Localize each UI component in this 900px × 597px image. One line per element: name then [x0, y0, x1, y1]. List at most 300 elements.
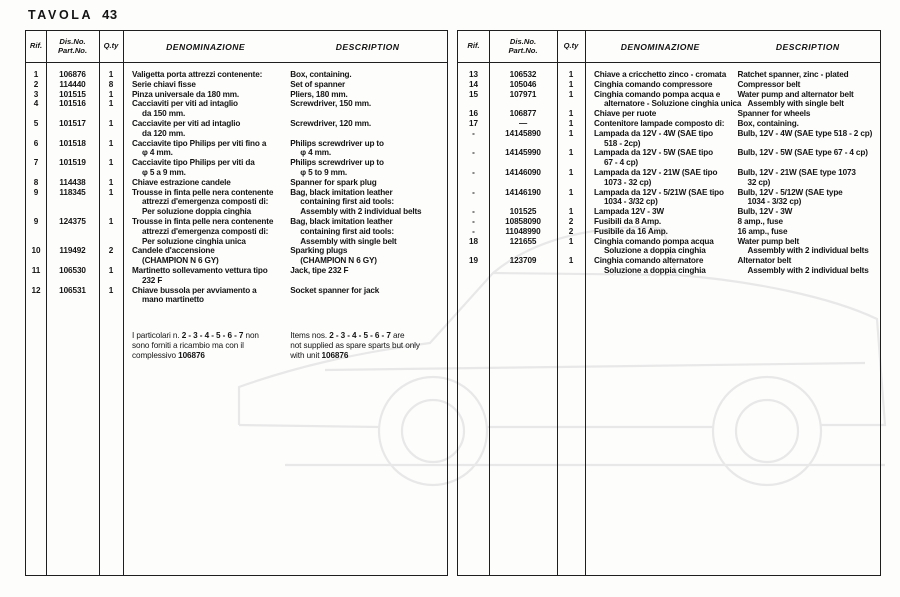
text-line: mano martinetto [142, 295, 204, 305]
text-line: Box, containing. [290, 70, 352, 79]
cell-denominazione [123, 119, 288, 139]
text-line: Per soluzione doppia cinghia [142, 207, 252, 217]
cell-content [123, 119, 447, 139]
cell-description [288, 158, 447, 178]
cell-rif: 2 [33, 79, 39, 89]
text-line: Assembly with 2 individual belts [747, 265, 869, 275]
table-row [458, 217, 880, 227]
cell-part-no: 106530 [59, 265, 86, 275]
cell-denominazione [585, 89, 742, 110]
cell-part-no: 11048990 [505, 226, 541, 236]
cell-content [123, 266, 447, 286]
cell-content [585, 80, 880, 90]
text-line: Bulb, 12V - 5W (SAE type 67 - 4 cp) [737, 148, 868, 158]
header-description: DESCRIPTION [775, 41, 840, 52]
table-row [26, 80, 447, 90]
cell-description [735, 256, 880, 276]
text-line: 1034 - 3/32 cp) [747, 197, 802, 207]
text-line: containing first aid tools: [300, 197, 394, 207]
table-row [458, 168, 880, 188]
cell-denominazione [585, 109, 735, 119]
cell-qty: 1 [108, 89, 114, 99]
text-line: φ 5 to 9 mm. [300, 167, 348, 177]
cell-content [123, 70, 447, 80]
text-line: Chiave per ruote [594, 109, 657, 119]
cell-content [123, 178, 447, 188]
cell-description [735, 90, 880, 110]
cell-description [735, 119, 880, 129]
cell-description [288, 80, 447, 90]
text-line: 32 cp) [747, 177, 771, 187]
cell-qty: 8 [108, 79, 114, 89]
text-line: Cinghia comando pompa acqua e [594, 89, 721, 99]
text-line: 16 amp., fuse [737, 226, 788, 236]
text-line: φ 4 mm. [142, 148, 173, 158]
cell-denominazione [123, 70, 288, 80]
cell-part-no: 114440 [59, 79, 86, 89]
cell-description [735, 207, 880, 217]
cell-denominazione [123, 246, 288, 266]
cell-rif: - [472, 216, 475, 226]
text-line: Pliers, 180 mm. [290, 89, 348, 99]
text-line: Fusibile da 16 Amp. [594, 226, 668, 236]
cell-part-no: 101516 [59, 99, 86, 109]
table-row [458, 129, 880, 149]
text-line: Martinetto sollevamento vettura tipo [132, 265, 268, 275]
text-line: da 120 mm. [142, 128, 186, 138]
text-line: 518 - 2cp) [604, 138, 641, 148]
cell-content [585, 188, 880, 208]
cell-qty: 1 [108, 285, 114, 295]
text-line: Lampada da 12V - 4W (SAE tipo [594, 128, 713, 138]
text-line: Assembly with single belt [747, 99, 844, 109]
text-line: 1073 - 32 cp) [604, 177, 652, 187]
cell-qty: 1 [568, 128, 574, 138]
text-line: φ 5 a 9 mm. [142, 167, 186, 177]
cell-content [123, 99, 447, 119]
cell-description [288, 178, 447, 188]
cell-qty: 1 [108, 118, 114, 128]
cell-denominazione [123, 139, 288, 159]
table-row [26, 158, 447, 178]
cell-content [123, 158, 447, 178]
table-row [26, 266, 447, 286]
text-line: Trousse in finta pelle nera contenente [132, 187, 274, 197]
cell-denominazione [123, 286, 288, 306]
cell-content [585, 70, 880, 80]
table-row [458, 80, 880, 90]
text-line: Cinghia comando alternatore [594, 256, 704, 266]
cell-content [585, 119, 880, 129]
cell-rif: 3 [33, 89, 39, 99]
text-line: 8 amp., fuse [737, 216, 783, 226]
table-row [26, 70, 447, 80]
cell-rif: 7 [33, 158, 39, 168]
cell-part-no: 101515 [59, 89, 86, 99]
cell-denominazione [585, 70, 735, 80]
cell-part-no: 119492 [59, 246, 86, 256]
cell-part-no: 118345 [59, 187, 86, 197]
text-line: Bag, black imitation leather [290, 216, 393, 226]
cell-content [123, 80, 447, 90]
text-line: Trousse in finta pelle nera contenente [132, 216, 274, 226]
cell-rif: 17 [469, 118, 478, 128]
cell-qty: 1 [568, 89, 574, 99]
note-english: Items nos. 2 - 3 - 4 - 5 - 6 - 7 are not supplied as spare sparts but only with unit 106876 [290, 331, 420, 360]
cell-description [288, 139, 447, 159]
text-line: Cacciavite tipo Philips per viti da [132, 158, 255, 168]
cell-description [288, 70, 447, 80]
cell-rif: 14 [469, 79, 478, 89]
table-row [26, 99, 447, 119]
cell-rif: 12 [31, 285, 41, 295]
cell-content [585, 227, 880, 237]
cell-part-no: 14145990 [505, 148, 541, 158]
text-line: da 150 mm. [142, 109, 186, 119]
cell-content [123, 90, 447, 100]
cell-part-no: 10858090 [505, 216, 541, 226]
cell-qty: 1 [568, 256, 574, 266]
column-divider [489, 31, 490, 575]
cell-content [585, 207, 880, 217]
cell-rif: 9 [33, 216, 39, 226]
table-row [26, 178, 447, 188]
cell-qty: 1 [568, 167, 574, 177]
cell-rif: - [472, 128, 475, 138]
header-qty: Q.ty [103, 41, 119, 51]
cell-description [735, 148, 880, 158]
cell-content [123, 246, 447, 266]
header-part-no: Dis.No. Part.No. [57, 36, 88, 55]
cell-qty: 1 [108, 70, 114, 79]
cell-content [585, 90, 880, 110]
text-line: containing first aid tools: [300, 226, 394, 236]
header-rif: Rif. [29, 41, 43, 51]
text-line: Lampada da 12V - 5/21W (SAE tipo [594, 187, 724, 197]
cell-description [735, 109, 880, 119]
text-line: attrezzi d'emergenza composti di: [142, 226, 269, 236]
text-line: Valigetta porta attrezzi contenente: [132, 70, 263, 79]
cell-qty: 1 [108, 187, 114, 197]
cell-denominazione [585, 256, 735, 276]
text-line: (CHAMPION N 6 GY) [142, 256, 219, 266]
cell-content [585, 168, 880, 188]
text-line: Candele d'accensione [132, 246, 215, 256]
cell-denominazione [123, 178, 288, 188]
text-line: Cinghia comando pompa acqua [594, 236, 714, 246]
table-body [26, 63, 447, 361]
cell-part-no: 106532 [509, 70, 537, 79]
cell-qty: 1 [108, 177, 114, 187]
note-italian: I particolari n. 2 - 3 - 4 - 5 - 6 - 7 non sono forniti a ricambio ma con il complessivo 106876 [132, 331, 259, 360]
cell-qty: 1 [568, 148, 574, 158]
text-line: Ratchet spanner, zinc - plated [737, 70, 849, 79]
text-line: Alternator belt [737, 256, 792, 266]
text-line: Set of spanner [290, 79, 346, 89]
text-line: φ 4 mm. [300, 148, 331, 158]
text-line: Socket spanner for jack [290, 285, 380, 295]
table-row [458, 188, 880, 208]
column-divider [557, 31, 558, 575]
table-row [458, 109, 880, 119]
text-line: Cacciavite tipo Philips per viti fino a [132, 138, 267, 148]
parts-table-right [457, 30, 881, 576]
text-line: Box, containing. [737, 118, 799, 128]
cell-part-no: 101519 [59, 158, 86, 168]
text-line: Spanner for spark plug [290, 177, 377, 187]
table-row [458, 70, 880, 80]
cell-rif: 1 [33, 70, 39, 79]
cell-content [585, 148, 880, 168]
cell-part-no: 101518 [59, 138, 86, 148]
cell-denominazione [123, 158, 288, 178]
cell-qty: 2 [108, 246, 114, 256]
cell-qty: 1 [108, 99, 114, 109]
cell-part-no: 107971 [509, 89, 537, 99]
text-line: Bulb, 12V - 21W (SAE type 1073 [737, 167, 856, 177]
cell-denominazione [585, 129, 735, 149]
text-line: Water pump belt [737, 236, 800, 246]
text-line: Assembly with 2 individual belts [300, 207, 422, 217]
table-row [26, 188, 447, 217]
page-title-text: TAVOLA [28, 8, 94, 22]
cell-rif: 9 [33, 187, 39, 197]
cell-qty: 1 [568, 70, 574, 79]
text-line: Contenitore lampade composto di: [594, 118, 725, 128]
cell-denominazione [585, 119, 735, 129]
text-line: Philips screwdriver up to [290, 138, 384, 148]
text-line: Fusibili da 8 Amp. [594, 216, 662, 226]
header-part-no: Dis.No. Part.No. [508, 36, 538, 55]
cell-rif: 5 [33, 118, 39, 128]
cell-content [585, 256, 880, 276]
cell-part-no: — [518, 118, 528, 128]
page-title [28, 6, 118, 24]
cell-denominazione [585, 237, 735, 257]
cell-rif: 16 [469, 109, 478, 119]
cell-qty: 1 [568, 207, 574, 217]
cell-denominazione [123, 90, 288, 100]
cell-rif: 4 [33, 99, 39, 109]
cell-part-no: 14146090 [505, 167, 541, 177]
text-line: attrezzi d'emergenza composti di: [142, 197, 269, 207]
table-row [458, 256, 880, 276]
cell-qty: 1 [568, 236, 574, 246]
text-line: Compressor belt [737, 79, 801, 89]
parts-table-left [25, 30, 448, 576]
cell-denominazione [123, 217, 288, 246]
text-line: Chiave estrazione candele [132, 177, 231, 187]
cell-qty: 1 [108, 158, 114, 168]
cell-content [585, 129, 880, 149]
table-header [458, 31, 880, 63]
column-divider [46, 31, 47, 575]
header-denominazione: DENOMINAZIONE [620, 41, 700, 52]
cell-denominazione [123, 80, 288, 90]
column-divider [123, 31, 124, 575]
note-row [26, 331, 447, 360]
table-row [26, 286, 447, 306]
cell-denominazione [585, 188, 735, 208]
cell-rif: 6 [33, 138, 39, 148]
table-body [458, 63, 880, 276]
cell-rif: 15 [469, 89, 478, 99]
cell-content [123, 139, 447, 159]
cell-description [288, 246, 447, 266]
cell-denominazione [585, 217, 735, 227]
cell-part-no: 14146190 [505, 187, 541, 197]
text-line: Pinza universale da 180 mm. [132, 89, 239, 99]
text-line: Assembly with single belt [300, 236, 397, 246]
cell-denominazione [585, 80, 735, 90]
cell-content [123, 286, 447, 306]
table-rows [26, 70, 447, 305]
column-divider [585, 31, 586, 575]
cell-rif: - [472, 167, 475, 177]
cell-qty: 1 [568, 187, 574, 197]
text-line: Sparking plugs [290, 246, 348, 256]
cell-content [585, 109, 880, 119]
header-description: DESCRIPTION [335, 41, 400, 52]
text-line: Chiave a cricchetto zinco - cromata [594, 70, 727, 79]
cell-description [288, 188, 447, 217]
text-line: Lampada da 12V - 5W (SAE tipo [594, 148, 713, 158]
cell-description [735, 227, 880, 237]
cell-denominazione [585, 227, 735, 237]
text-line: Soluzione a doppia cinghia [604, 265, 706, 275]
cell-qty: 1 [108, 265, 114, 275]
header-rif: Rif. [467, 41, 480, 51]
cell-rif: 11 [31, 265, 41, 275]
cell-part-no: 106877 [509, 109, 537, 119]
cell-part-no: 106531 [59, 285, 86, 295]
cell-description [735, 217, 880, 227]
text-line: Screwdriver, 120 mm. [290, 118, 371, 128]
table-row [26, 217, 447, 246]
cell-denominazione [585, 148, 735, 168]
text-line: Cacciavite per viti ad intaglio [132, 118, 241, 128]
cell-part-no: 106876 [59, 70, 86, 79]
cell-part-no: 101517 [59, 118, 86, 128]
cell-description [735, 168, 880, 188]
table-row [26, 90, 447, 100]
text-line: Cacciaviti per viti ad intaglio [132, 99, 238, 109]
text-line: Cinghia comando compressore [594, 79, 713, 89]
table-row [26, 139, 447, 159]
cell-denominazione [585, 168, 735, 188]
cell-description [288, 90, 447, 100]
cell-rif: 19 [469, 256, 478, 266]
cell-qty: 1 [108, 216, 114, 226]
page-number: 43 [102, 7, 118, 22]
cell-part-no: 123709 [509, 256, 537, 266]
text-line: alternatore - Soluzione cinghia unica [604, 99, 742, 109]
cell-rif: 18 [469, 236, 478, 246]
table-row [458, 237, 880, 257]
cell-qty: 1 [568, 118, 574, 128]
cell-part-no: 124375 [59, 216, 86, 226]
cell-description [735, 188, 880, 208]
text-line: Water pump and alternator belt [737, 89, 854, 99]
text-line: Chiave bussola per avviamento a [132, 285, 257, 295]
cell-rif: - [472, 207, 475, 217]
text-line: Lampada 12V - 3W [594, 207, 664, 217]
text-line: Screwdriver, 150 mm. [290, 99, 371, 109]
cell-description [735, 237, 880, 257]
cell-description [288, 99, 447, 109]
table-row [458, 119, 880, 129]
text-line: Serie chiavi fisse [132, 79, 196, 89]
table-row [458, 148, 880, 168]
cell-denominazione [585, 207, 735, 217]
cell-denominazione [123, 266, 288, 286]
table-header [26, 31, 447, 63]
text-line: (CHAMPION N 6 GY) [300, 256, 377, 266]
cell-part-no: 114438 [59, 177, 86, 187]
cell-description [735, 129, 880, 139]
table-row [458, 90, 880, 110]
table-row [26, 246, 447, 266]
cell-part-no: 101525 [509, 207, 537, 217]
cell-content [585, 217, 880, 227]
cell-qty: 2 [568, 226, 574, 236]
text-line: 1034 - 3/32 cp) [604, 197, 658, 207]
text-line: 67 - 4 cp) [604, 158, 638, 168]
text-line: Jack, tipe 232 F [290, 265, 349, 275]
cell-part-no: 121655 [509, 236, 537, 246]
cell-rif: 13 [469, 70, 478, 79]
text-line: Soluzione a doppia cinghia [604, 246, 706, 256]
cell-rif: - [472, 226, 475, 236]
cell-denominazione [123, 188, 288, 217]
cell-part-no: 105046 [509, 79, 537, 89]
cell-description [288, 266, 447, 276]
text-line: Bulb, 12V - 4W (SAE type 518 - 2 cp) [737, 128, 873, 138]
table-row [458, 227, 880, 237]
text-line: Spanner for wheels [737, 109, 811, 119]
cell-qty: 1 [108, 138, 114, 148]
cell-denominazione [123, 99, 288, 119]
cell-rif: 10 [31, 246, 41, 256]
text-line: Bag, black imitation leather [290, 187, 393, 197]
cell-content [123, 188, 447, 217]
cell-content [123, 217, 447, 246]
text-line: Per soluzione cinghia unica [142, 236, 246, 246]
text-line: Lampada da 12V - 21W (SAE tipo [594, 167, 718, 177]
table-row [26, 119, 447, 139]
cell-qty: 1 [568, 109, 574, 119]
text-line: Philips screwdriver up to [290, 158, 384, 168]
cell-qty: 1 [568, 79, 574, 89]
text-line: 232 F [142, 275, 163, 285]
cell-description [735, 80, 880, 90]
table-rows [458, 70, 880, 276]
cell-part-no: 14145890 [505, 128, 541, 138]
cell-rif: - [472, 148, 475, 158]
header-qty: Q.ty [563, 41, 579, 51]
cell-description [288, 286, 447, 296]
header-denominazione: DENOMINAZIONE [166, 41, 246, 52]
cell-qty: 2 [568, 216, 574, 226]
text-line: Bulb, 12V - 5/12W (SAE type [737, 187, 843, 197]
table-row [458, 207, 880, 217]
cell-description [288, 217, 447, 246]
cell-description [288, 119, 447, 129]
text-line: Assembly with 2 individual belts [747, 246, 869, 256]
cell-description [735, 70, 880, 80]
cell-rif: - [472, 187, 475, 197]
cell-content [585, 237, 880, 257]
